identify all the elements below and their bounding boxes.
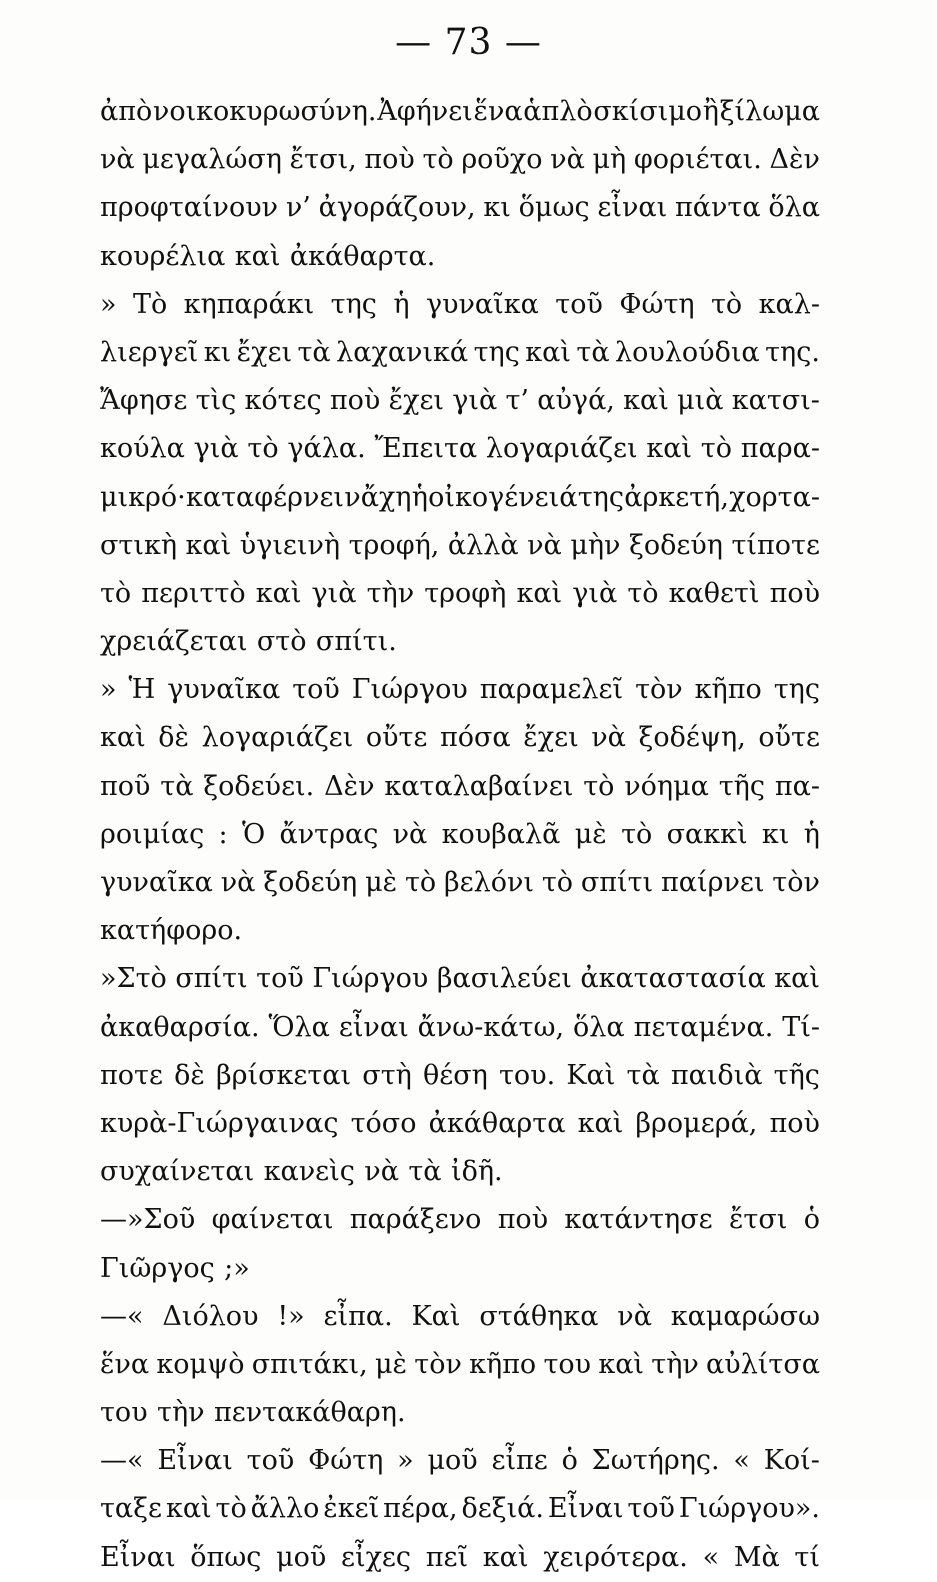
word: ἀκάθαρτα (428, 1107, 566, 1139)
text-line (100, 666, 820, 714)
word: ὅλα (768, 192, 820, 224)
word: τὸ (100, 577, 132, 609)
word: πεντακάθαρη. (214, 1397, 406, 1429)
word: τὰ (160, 770, 194, 802)
word: καὶ (525, 336, 571, 368)
word: ἕνα (100, 1348, 150, 1380)
word: νὰ (550, 144, 585, 176)
word: του (100, 1397, 148, 1429)
word: ὁ (561, 1445, 578, 1477)
word: μὲ (574, 818, 607, 850)
word: τὰ (297, 336, 331, 368)
word: σκίσιμο (593, 96, 703, 127)
word: καὶ (482, 1541, 529, 1573)
word: του (543, 1348, 592, 1380)
word: κουβαλᾶ (441, 818, 561, 850)
text-line (100, 88, 820, 136)
word: Φώτη (619, 288, 695, 320)
word: ἡ (411, 481, 428, 513)
word: της (773, 674, 820, 706)
word: καὶ (100, 722, 146, 754)
word: Μὰ (733, 1541, 780, 1573)
word: ὑγιεινὴ (239, 529, 341, 561)
word: αὐλίτσα (706, 1348, 820, 1380)
word: τί (794, 1541, 820, 1573)
word: οὔτε (758, 722, 820, 754)
word: κατήφορο. (100, 915, 243, 947)
word: σπίτι (580, 867, 654, 898)
word: μοῦ (427, 1445, 478, 1477)
word: κῆπο (694, 674, 762, 706)
word: ὅπως (190, 1541, 262, 1573)
word: Ὁ (241, 818, 266, 850)
word: Διόλου (162, 1300, 259, 1332)
word: βρίσκεται (216, 1059, 352, 1091)
word: νοικοκυρωσύνη. (152, 96, 377, 127)
word: λουλούδια (615, 336, 760, 368)
word: σπίτι (175, 963, 248, 995)
word: φαίνεται (211, 1204, 334, 1236)
word: : (218, 818, 228, 850)
word: « (733, 1445, 750, 1477)
word: εἶπε (491, 1445, 548, 1477)
word: λογαριάζει (201, 722, 354, 754)
word: μεγαλώση (142, 144, 282, 176)
word: κουρέλια (100, 240, 226, 272)
word: τὸ (627, 577, 659, 609)
word: !» (277, 1300, 305, 1332)
word: σακκὶ (666, 818, 748, 850)
word: ἡ (803, 818, 820, 850)
word: τὴν (651, 1348, 699, 1380)
word: ποὺ (364, 144, 415, 176)
word: της (330, 288, 377, 320)
word: πόσα (440, 722, 511, 754)
text-line (100, 570, 820, 618)
word: « (702, 1541, 720, 1573)
text-line (100, 1100, 820, 1148)
word: τοῦ (246, 1445, 295, 1477)
text-line (100, 714, 820, 762)
word: μιὰ (677, 385, 724, 417)
word: Κοί- (763, 1445, 820, 1477)
word: ἀκάθαρτα. (289, 240, 436, 272)
word: μὲ (365, 867, 398, 898)
word: κι (203, 336, 232, 368)
word: Σωτήρης. (591, 1445, 720, 1477)
word: ἄνω-κάτω, (417, 1011, 565, 1043)
word: κυρὰ-Γιώργαινας (100, 1107, 339, 1139)
word: τὸν (772, 867, 820, 898)
word: Γιώργου (312, 963, 429, 995)
word: τὰ (408, 1156, 442, 1188)
text-line (100, 907, 820, 955)
word: στάθηκα (479, 1300, 599, 1332)
word: τὸ (215, 1493, 247, 1525)
word: λιεργεῖ (100, 336, 199, 368)
word: χορτα- (729, 481, 820, 513)
word: μὴν (570, 529, 621, 561)
word: κι (761, 818, 790, 850)
word: ὅμως (518, 192, 590, 224)
word: μοῦ (276, 1541, 327, 1573)
word: σπίτι. (315, 626, 397, 658)
text-line (100, 1052, 820, 1100)
word: τὶς (195, 385, 237, 417)
word: Γιώργου». (678, 1493, 820, 1525)
text-line (100, 1341, 820, 1389)
word: νὰ (617, 1300, 652, 1332)
word: τ’ (505, 385, 530, 417)
word: κῆπο (469, 1348, 537, 1380)
word: εἶναι (338, 1011, 409, 1043)
page-number: — 73 — (395, 22, 542, 63)
word: —« (100, 1300, 144, 1332)
word: Εἶναι (157, 1445, 233, 1477)
word: τὰ (626, 1059, 660, 1091)
word: τόσο (350, 1107, 417, 1139)
word: σπιτάκι, (251, 1348, 368, 1380)
text-line (100, 1534, 820, 1582)
text-line (100, 811, 820, 859)
word: τὸ (700, 433, 732, 465)
word: λογαριάζει (485, 433, 638, 465)
word: ποτε (100, 1059, 163, 1091)
word: Γιῶργος (100, 1252, 215, 1284)
word: Γιώργου (351, 674, 468, 706)
word: καλ- (758, 288, 820, 320)
word: γιὰ (452, 385, 498, 417)
word: πεῖ (425, 1541, 469, 1573)
word: δὲ (174, 1059, 205, 1091)
word: ;» (224, 1252, 250, 1284)
word: κηπαράκι (183, 288, 315, 320)
word: χρειάζεται (100, 626, 248, 658)
word: τοῦ (555, 288, 603, 320)
word: νὰ (100, 144, 135, 176)
word: ἁπλὸ (523, 96, 593, 127)
word: φοριέται. (633, 144, 762, 176)
word: Καὶ (566, 1059, 616, 1091)
word: νὰ (220, 867, 256, 898)
word: καὶ (255, 577, 302, 609)
text-line (100, 763, 820, 811)
word: τοῦ (256, 963, 304, 995)
word: γυναῖκα (425, 288, 539, 320)
word: τῆς (773, 1059, 820, 1091)
word: ὅλα (573, 1011, 625, 1043)
text-line (100, 1389, 820, 1437)
word: μὴ (592, 144, 627, 176)
word: ἕνα (473, 96, 523, 127)
word: τὰ (576, 336, 610, 368)
word: ἀκαθαρσία. (100, 1011, 260, 1043)
word: —« (100, 1445, 144, 1477)
word: καὶ (165, 1493, 212, 1525)
word: παίρνει (661, 867, 765, 898)
word: νόημα (624, 770, 709, 802)
word: προφταίνουν (100, 192, 279, 224)
word: καθετὶ (668, 577, 760, 609)
word: κατάντησε (564, 1204, 713, 1236)
word: Εἶναι (100, 1541, 176, 1573)
text-line (100, 233, 820, 281)
word: ἔχει (236, 336, 293, 368)
word: καὶ (577, 1107, 624, 1139)
word: τοῦ (627, 1493, 675, 1525)
text-line (100, 184, 820, 232)
word: Ἀφήνει (377, 96, 473, 127)
word: ἡ (393, 288, 410, 320)
word: Τὸ (132, 288, 168, 320)
text-line (100, 1196, 820, 1244)
word: παρα- (740, 433, 820, 465)
word: οὔτε (365, 722, 428, 754)
word: ἄλλο (250, 1493, 320, 1525)
word: τὸ (711, 288, 743, 320)
word: γυναῖκα (100, 867, 213, 898)
word: τὸ (404, 867, 437, 898)
word: Τί- (782, 1011, 820, 1043)
word: νὰ (527, 529, 562, 561)
word: γυναῖκα (167, 674, 281, 706)
word: ἄντρας (279, 818, 379, 850)
word: νὰ (591, 722, 626, 754)
word: ἀρκετή, (624, 481, 729, 513)
word: δεξιά. (461, 1493, 544, 1525)
text-line (100, 474, 820, 522)
word: ἀλλὰ (447, 529, 519, 561)
text-line (100, 859, 820, 907)
word: τῆς (718, 770, 765, 802)
word: πέρα, (383, 1493, 458, 1525)
word: στὴ (362, 1059, 412, 1091)
word: ποὺ (769, 577, 820, 609)
word: μικρό· (100, 481, 186, 513)
word: καὶ (185, 529, 232, 561)
word: βελόνι (444, 867, 534, 898)
word: εἶναι (597, 192, 668, 224)
word: καὶ (623, 385, 669, 417)
word: θέση (422, 1059, 488, 1091)
text-line (100, 136, 820, 184)
text-line (100, 1245, 820, 1293)
text-line (100, 329, 820, 377)
word: καμαρώσω (670, 1300, 820, 1332)
word: παραμελεῖ (479, 674, 624, 706)
word: τοῦ (292, 674, 340, 706)
text-line (100, 955, 820, 1003)
word: λαχανικά (336, 336, 469, 368)
word: τὸ (621, 818, 653, 850)
word: του. (499, 1059, 556, 1091)
word: τὸ (247, 433, 279, 465)
word: τὴν (157, 1397, 205, 1429)
text-line (100, 522, 820, 570)
word: Καὶ (411, 1300, 461, 1332)
word: δὲ (158, 722, 190, 754)
word: Δὲν (769, 144, 820, 176)
word: οἰκογένειά (428, 481, 578, 513)
word: γιὰ (572, 577, 618, 609)
word: της (577, 481, 624, 513)
word: ξίλωμα (719, 96, 820, 127)
word: τὸ (422, 144, 454, 176)
word: της. (765, 336, 820, 368)
word: ὁ (803, 1204, 820, 1236)
word: κούλα (100, 433, 185, 465)
word: ἀγοράζουν, (318, 192, 476, 224)
word: Ὅλα (268, 1011, 330, 1043)
word: τὸν (635, 674, 683, 706)
word: ξοδεύη (263, 867, 358, 898)
word: γιὰ (193, 433, 239, 465)
word: ἔχει (388, 385, 445, 417)
text-line (100, 1004, 820, 1052)
word: τροφή, (348, 529, 440, 561)
body-text (100, 88, 820, 1582)
word: κατσι- (731, 385, 820, 417)
word: ξοδεύη (628, 529, 723, 561)
word: ἐκεῖ (323, 1493, 380, 1525)
word: Ἄφησε (100, 385, 188, 417)
word: ροῦχο (461, 144, 543, 176)
text-line (100, 1293, 820, 1341)
word: ν’ (285, 192, 311, 224)
word: γάλα. (287, 433, 366, 465)
word: ροιμίας (100, 818, 205, 850)
word: ξοδεύει. (203, 770, 315, 802)
word: βρομερά, (635, 1107, 758, 1139)
word: ἔτσι, (289, 144, 357, 176)
word: ἔχει (523, 722, 579, 754)
text-line (100, 1148, 820, 1196)
word: τροφὴ (424, 577, 507, 609)
word: στικὴ (100, 529, 178, 561)
word: συχαίνεται (100, 1156, 255, 1188)
word: ἀπὸ (100, 96, 153, 127)
word: πα- (774, 770, 820, 802)
word: ἢ (702, 96, 719, 127)
word: καὶ (516, 577, 563, 609)
word: εἶπα. (323, 1300, 393, 1332)
word: πεταμένα. (633, 1011, 774, 1043)
word: κομψὸ (156, 1348, 245, 1380)
word: καὶ (646, 433, 693, 465)
text-line (100, 281, 820, 329)
word: Εἶναι (547, 1493, 624, 1525)
word: τὸν (414, 1348, 462, 1380)
text-line (100, 1485, 820, 1533)
word: ξοδέψη, (638, 722, 746, 754)
word: ποὺ (329, 385, 381, 417)
word: ποῦ (100, 770, 151, 802)
word: ταξε (100, 1493, 163, 1525)
text-line (100, 377, 820, 425)
word: » (100, 288, 117, 320)
word: χειρότερα. (543, 1541, 688, 1573)
word: Φώτη (308, 1445, 384, 1477)
word: κι (483, 192, 511, 224)
word: παιδιὰ (670, 1059, 763, 1091)
word: στὸ (256, 626, 307, 658)
word: Δὲν (324, 770, 375, 802)
word: ἰδῆ. (450, 1156, 503, 1188)
word: Ἔπειτα (374, 433, 478, 465)
word: » (397, 1445, 414, 1477)
word: ποὺ (497, 1204, 549, 1236)
word: κότες (244, 385, 322, 417)
word: Ἡ (128, 674, 156, 706)
word: καὶ (598, 1348, 645, 1380)
word: ποὺ (769, 1107, 820, 1139)
word: τὸ (541, 867, 574, 898)
word: ἔτσι (728, 1204, 788, 1236)
word: νὰ (392, 818, 428, 850)
word: πάντα (674, 192, 761, 224)
word: » (100, 674, 117, 706)
word: νἄχη (344, 481, 412, 513)
text-line (100, 618, 820, 666)
word: μὲ (374, 1348, 408, 1380)
word: »Στὸ (100, 963, 167, 995)
word: καταλαβαίνει (384, 770, 574, 802)
word: αὐγά, (537, 385, 615, 417)
word: βασιλεύει (436, 963, 572, 995)
word: περιττὸ (141, 577, 246, 609)
text-line (100, 1437, 820, 1485)
word: γιὰ (311, 577, 357, 609)
word: νὰ (364, 1156, 399, 1188)
word: καταφέρνει (185, 481, 345, 513)
word: τὸ (583, 770, 615, 802)
text-line (100, 425, 820, 473)
word: της (473, 336, 520, 368)
word: τίποτε (731, 529, 820, 561)
word: καὶ (774, 963, 820, 995)
word: παράξενο (349, 1204, 482, 1236)
word: —»Σοῦ (100, 1204, 196, 1236)
word: τὴν (366, 577, 415, 609)
word: ἀκαταστασία (580, 963, 766, 995)
word: εἶχες (341, 1541, 412, 1573)
word: κανεὶς (263, 1156, 355, 1188)
word: καὶ (234, 240, 281, 272)
